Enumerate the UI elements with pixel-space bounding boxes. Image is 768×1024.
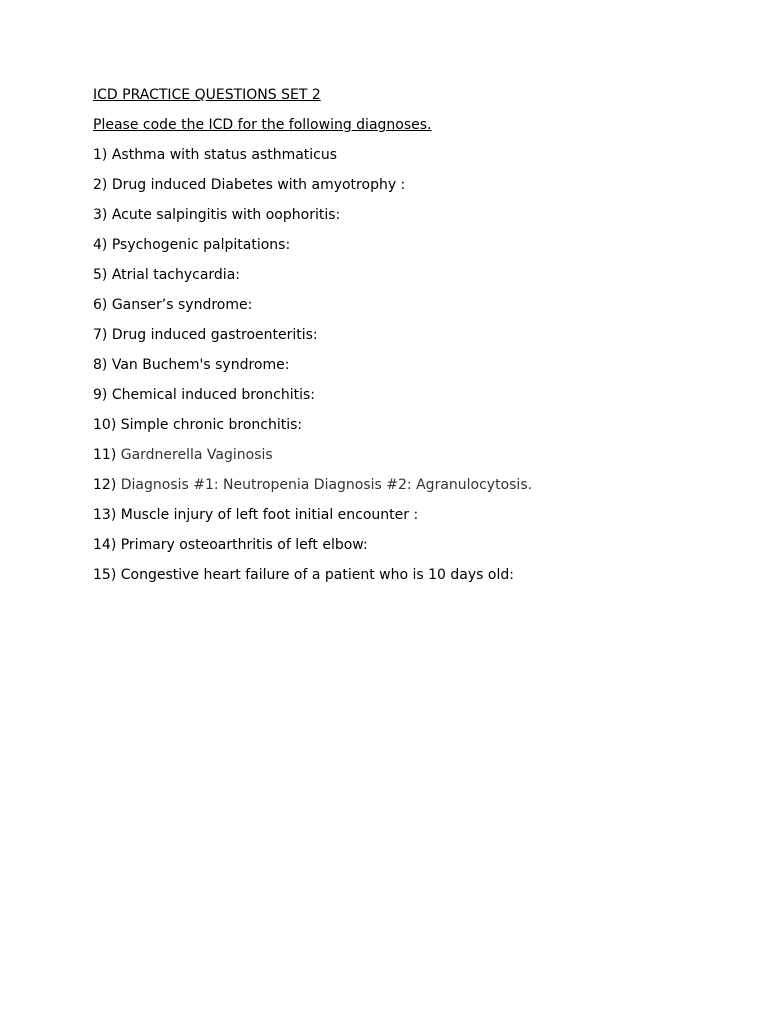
question-item	[93, 416, 733, 446]
question-number: 12)	[93, 477, 117, 493]
question-number: 2)	[93, 177, 108, 193]
question-item	[93, 506, 733, 536]
question-text: Ganser’s syndrome:	[111, 297, 253, 313]
question-text: Primary osteoarthritis of left elbow:	[120, 537, 368, 553]
question-item	[93, 266, 733, 296]
question-text: Diagnosis #1: Neutropenia Diagnosis #2: Agranulocytosis.	[120, 477, 533, 493]
question-number: 1)	[93, 147, 108, 163]
question-item	[93, 146, 733, 176]
question-number: 11)	[93, 447, 117, 463]
question-text: Van Buchem's syndrome:	[111, 357, 290, 373]
question-number: 6)	[93, 297, 108, 313]
question-item	[93, 536, 733, 566]
question-item	[93, 476, 733, 506]
question-number: 10)	[93, 417, 117, 433]
question-text: Gardnerella Vaginosis	[120, 447, 273, 463]
question-text: Drug induced gastroenteritis:	[111, 327, 318, 343]
question-item	[93, 326, 733, 356]
document-title: ICD PRACTICE QUESTIONS SET 2	[93, 87, 321, 103]
question-number: 5)	[93, 267, 108, 283]
question-number: 13)	[93, 507, 117, 523]
question-text: Drug induced Diabetes with amyotrophy :	[111, 177, 406, 193]
question-item	[93, 236, 733, 266]
question-number: 3)	[93, 207, 108, 223]
question-item	[93, 296, 733, 326]
question-number: 14)	[93, 537, 117, 553]
question-text: Chemical induced bronchitis:	[111, 387, 316, 403]
question-item	[93, 386, 733, 416]
document-instruction: Please code the ICD for the following diagnoses.	[93, 117, 432, 133]
question-item	[93, 206, 733, 236]
question-item	[93, 176, 733, 206]
document-body	[93, 86, 733, 596]
question-item	[93, 446, 733, 476]
question-text: Simple chronic bronchitis:	[120, 417, 303, 433]
question-number: 8)	[93, 357, 108, 373]
question-number: 15)	[93, 567, 117, 583]
question-text: Psychogenic palpitations:	[111, 237, 291, 253]
question-text: Acute salpingitis with oophoritis:	[111, 207, 341, 223]
question-item	[93, 566, 733, 596]
question-text: Asthma with status asthmaticus	[111, 147, 338, 163]
question-text: Congestive heart failure of a patient who is 10 days old:	[120, 567, 514, 583]
question-item	[93, 356, 733, 386]
question-text: Atrial tachycardia:	[111, 267, 240, 283]
question-text: Muscle injury of left foot initial encounter :	[120, 507, 419, 523]
question-number: 9)	[93, 387, 108, 403]
question-number: 4)	[93, 237, 108, 253]
question-number: 7)	[93, 327, 108, 343]
